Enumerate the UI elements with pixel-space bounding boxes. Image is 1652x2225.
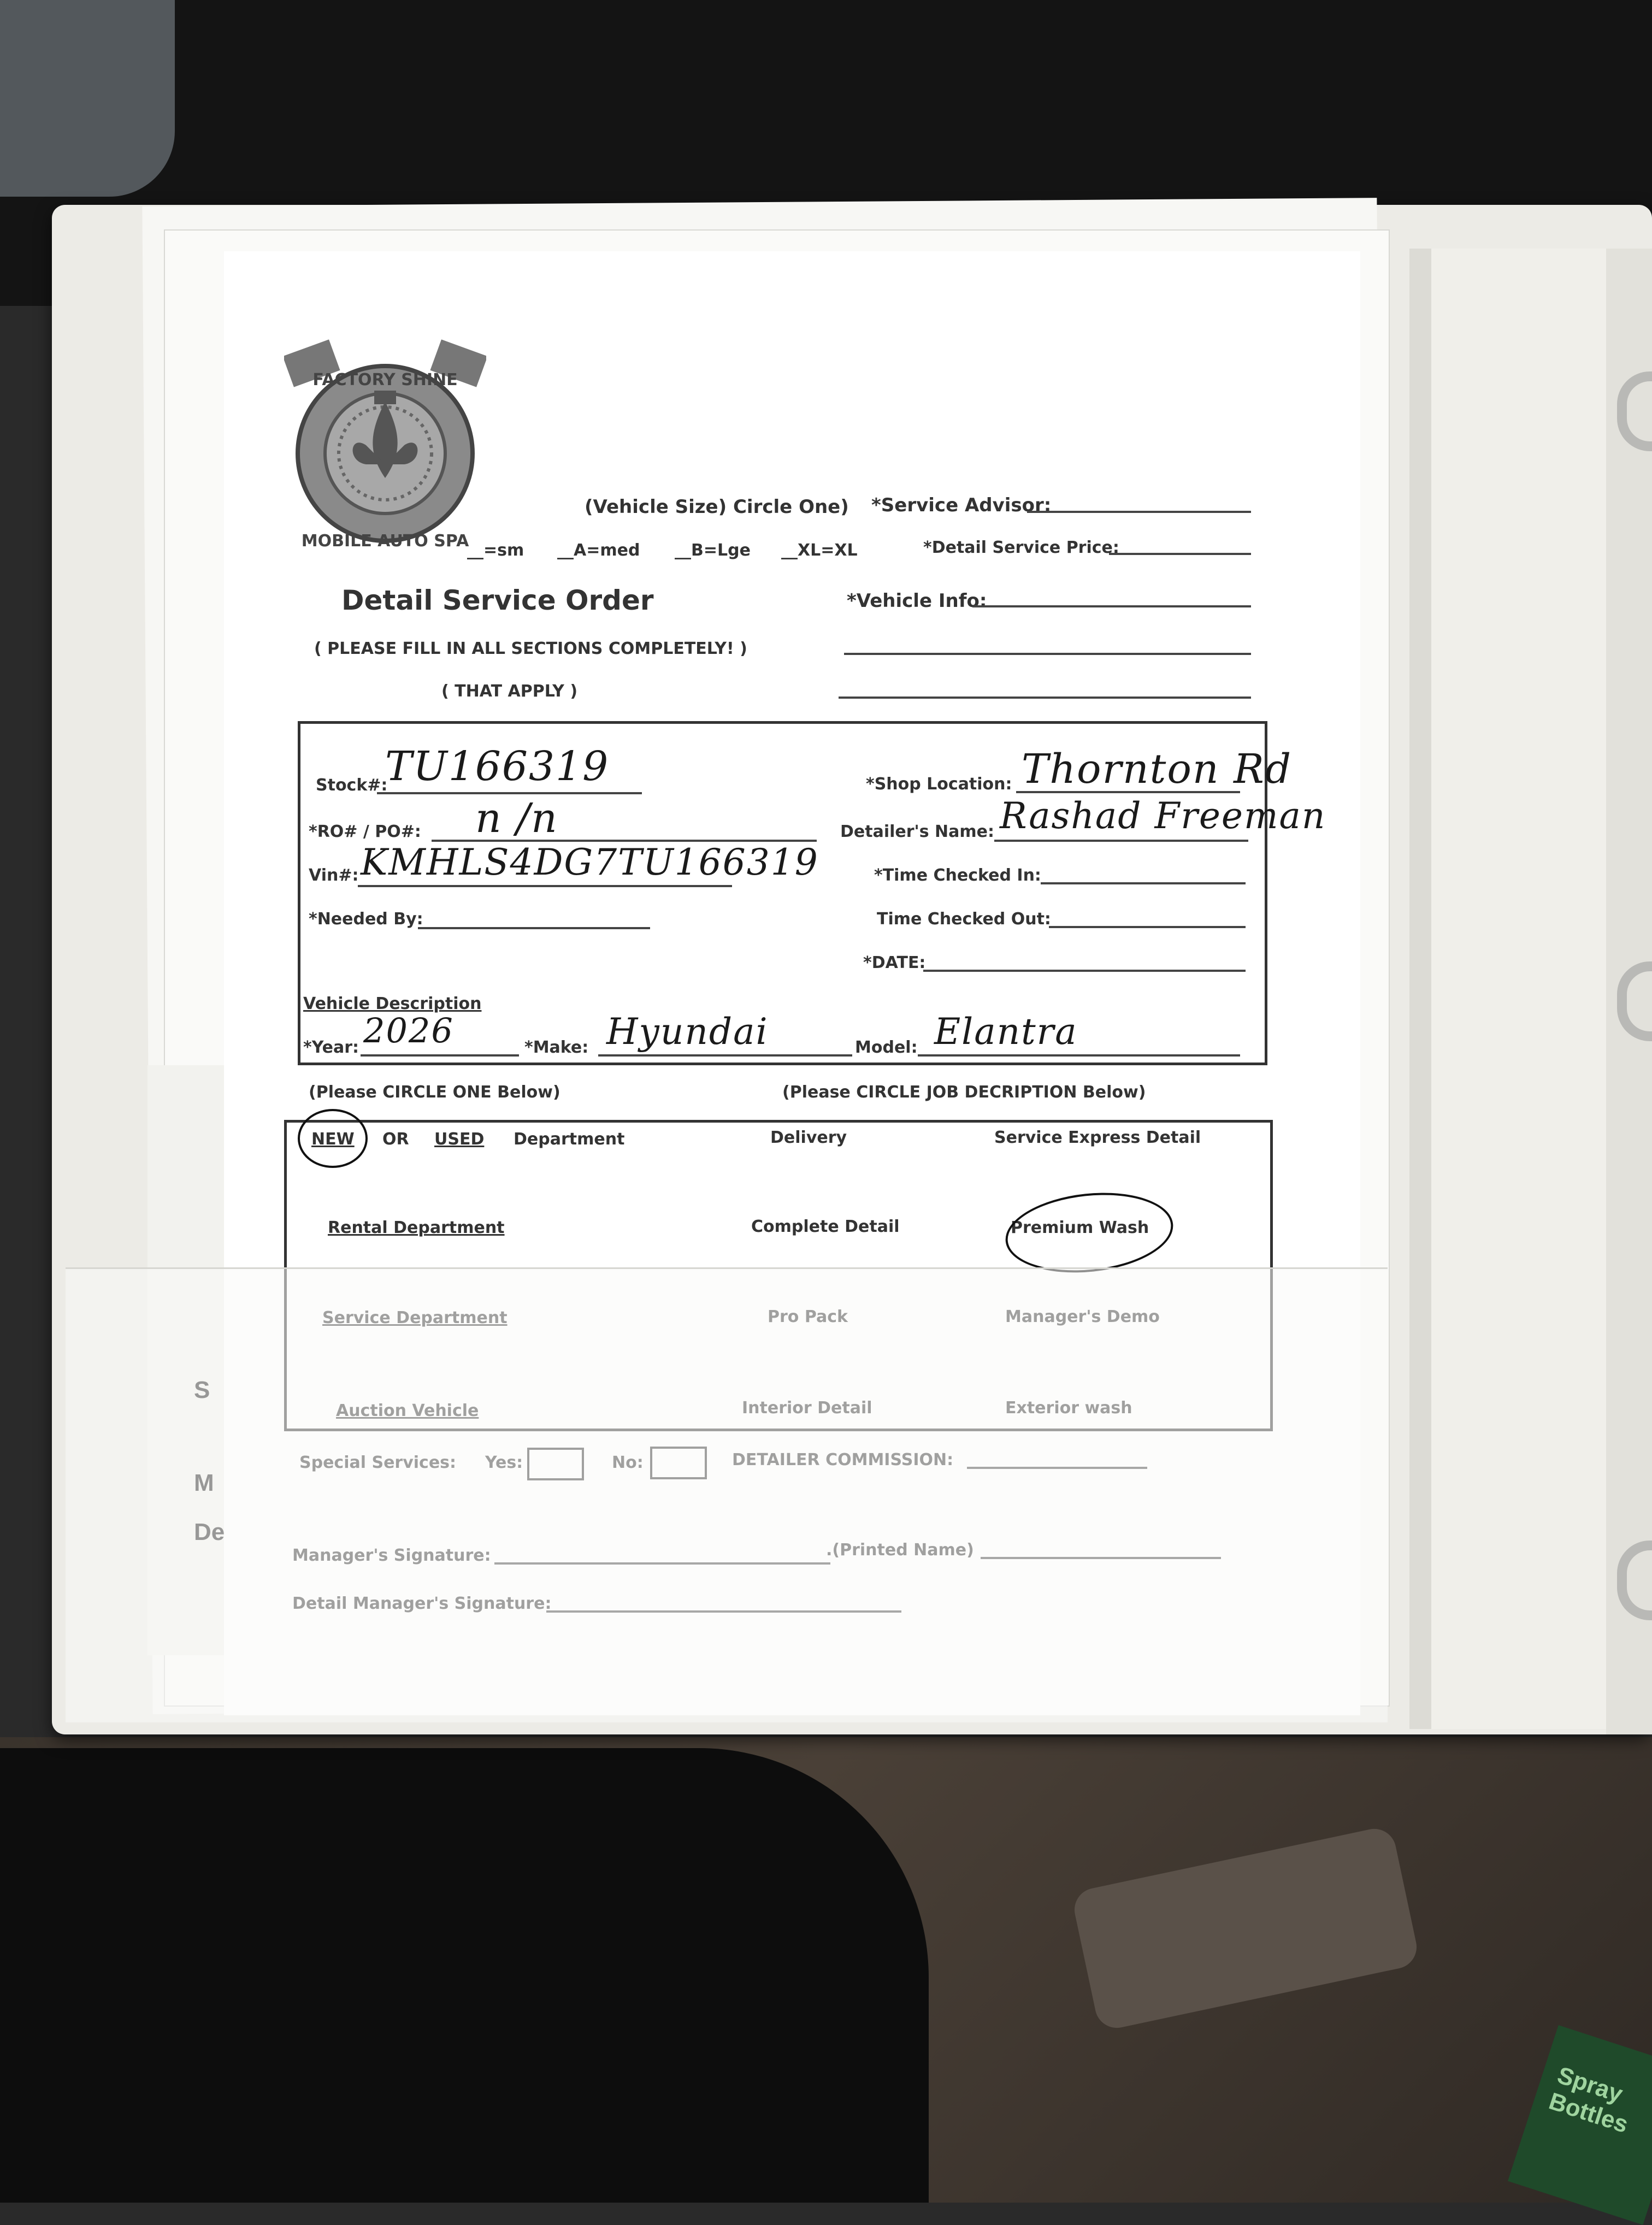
make-label: *Make: [524,1038,589,1057]
detailer-name-label: Detailer's Name: [840,822,994,841]
time-out-line[interactable] [1049,926,1246,928]
form-instructions: ( PLEASE FILL IN ALL SECTIONS COMPLETELY! ) [314,639,747,658]
detailer-name-line[interactable] [994,840,1248,842]
service-advisor-label: *Service Advisor: [871,494,1052,516]
department-heading: (Please CIRCLE ONE Below) [309,1083,560,1102]
binder-clear-pocket [66,1267,1388,1722]
leg-dark-pants [0,1748,929,2203]
detailer-name-value[interactable]: Rashad Freeman [1000,795,1326,837]
needed-by-label: *Needed By: [309,910,423,929]
binder-inner-cover [1431,249,1612,1729]
job-premium-wash[interactable]: Premium Wash [1011,1218,1149,1237]
vin-value[interactable]: KMHLS4DG7TU166319 [361,841,819,883]
vehicle-description-label: Vehicle Description [303,994,482,1013]
that-apply-note: ( THAT APPLY ) [441,682,578,701]
job-heading: (Please CIRCLE JOB DECRIPTION Below) [782,1083,1146,1102]
logo-lower-text: MOBILE AUTO SPA [301,532,469,551]
time-out-label: Time Checked Out: [877,910,1051,929]
ro-value[interactable]: n /n [475,795,558,842]
plastic-bag [0,0,175,197]
size-lge[interactable]: __B=Lge [675,541,751,560]
department-used[interactable]: USED [434,1130,485,1149]
stock-line[interactable] [377,792,642,794]
vehicle-info-line-2[interactable] [844,653,1251,655]
form-title: Detail Service Order [341,585,654,616]
detail-price-line[interactable] [1109,553,1251,555]
time-in-label: *Time Checked In: [874,866,1041,885]
model-value[interactable]: Elantra [934,1011,1078,1053]
vehicle-info-line-1[interactable] [972,605,1251,607]
binder-spine [1409,249,1431,1729]
year-label: *Year: [303,1038,359,1057]
vehicle-info-label: *Vehicle Info: [847,590,987,612]
department-label: Department [514,1130,625,1149]
size-med[interactable]: __A=med [557,541,640,560]
service-advisor-line[interactable] [1027,511,1251,513]
vin-line[interactable] [358,885,732,887]
department-new[interactable]: NEW [311,1130,355,1149]
product-box-label: Spray Bottles [1545,2062,1632,2139]
model-line[interactable] [918,1054,1240,1057]
stock-value[interactable]: TU166319 [385,743,610,790]
size-sm[interactable]: __=sm [467,541,524,560]
detail-price-label: *Detail Service Price: [923,538,1119,557]
job-delivery[interactable]: Delivery [770,1128,847,1147]
make-value[interactable]: Hyundai [606,1011,769,1053]
needed-by-line[interactable] [418,927,650,929]
model-label: Model: [855,1038,918,1057]
department-or: OR [382,1130,409,1149]
year-line[interactable] [361,1054,519,1057]
shop-location-value[interactable]: Thornton Rd [1022,746,1293,793]
vehicle-size-label: (Vehicle Size) Circle One) [585,496,849,518]
shop-location-label: *Shop Location: [866,775,1012,794]
vehicle-info-line-3[interactable] [839,697,1251,699]
make-line[interactable] [598,1054,852,1057]
year-value[interactable]: 2026 [363,1011,454,1050]
vin-label: Vin#: [309,866,359,885]
department-rental[interactable]: Rental Department [328,1218,505,1237]
date-line[interactable] [923,970,1246,972]
job-service-express[interactable]: Service Express Detail [994,1128,1201,1147]
stock-label: Stock#: [316,776,388,795]
time-in-line[interactable] [1041,882,1246,884]
new-circle-mark [298,1109,368,1168]
size-xl[interactable]: __XL=XL [781,541,858,560]
logo-ring-text: FACTORY SHINE [312,370,458,389]
job-complete-detail[interactable]: Complete Detail [751,1217,900,1236]
factory-shine-logo [284,336,486,554]
ro-label: *RO# / PO#: [309,822,421,841]
date-label: *DATE: [863,953,926,972]
